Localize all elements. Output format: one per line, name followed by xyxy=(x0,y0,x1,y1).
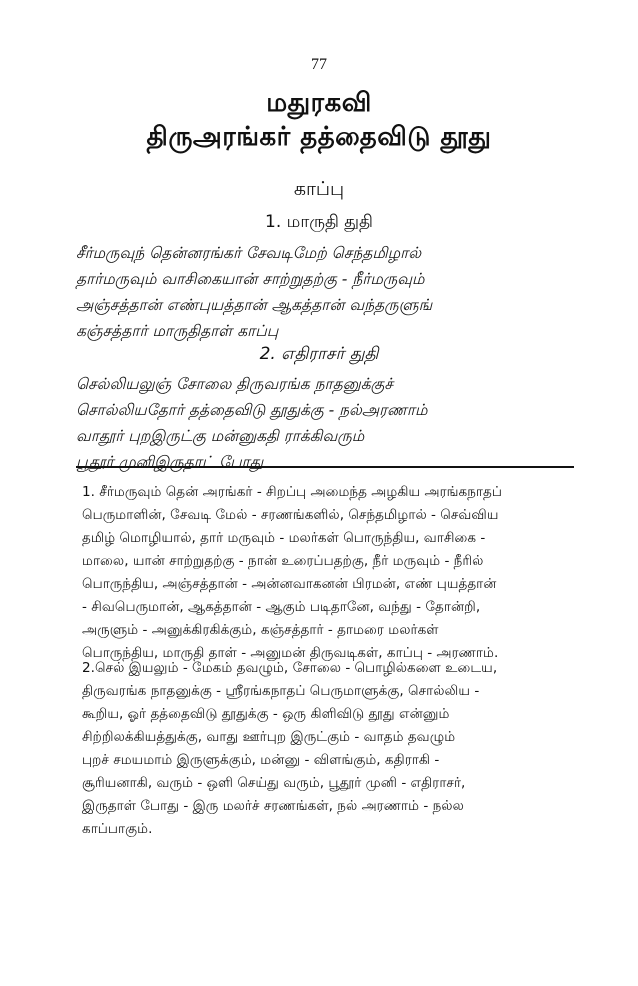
page-number: 77 xyxy=(311,56,327,73)
verse-line: வாதூர் புறஇருட்கு மன்னுகதி ராக்கிவரும் xyxy=(76,427,365,445)
verse-line: தார்மருவும் வாசிகையான் சாற்றுதற்கு - நீர்மருவும் xyxy=(76,270,425,288)
commentary-line: திருவரங்க நாதனுக்கு - ஸ்ரீரங்கநாதப் பெருமாளுக்கு, சொல்லிய - xyxy=(82,683,480,699)
commentary-line: - சிவபெருமான், ஆகத்தான் - ஆகும் படிதானே, வந்து - தோன்றி, xyxy=(82,599,481,615)
commentary-line: காப்பாகும். xyxy=(82,821,153,837)
commentary-line: மாலை, யான் சாற்றுதற்கு - நான் உரைப்பதற்கு, நீர் மருவும் - நீரில் xyxy=(82,553,484,569)
commentary-line: இருதாள் போது - இரு மலர்ச் சரணங்கள், நல் அரணாம் - நல்ல xyxy=(82,798,464,814)
section-heading: காப்பு xyxy=(293,178,345,200)
commentary-line: தமிழ் மொழியால், தார் மருவும் - மலர்கள் பொருந்திய, வாசிகை - xyxy=(82,530,486,546)
verse-line: சீர்மருவுந் தென்னரங்கர் சேவடிமேற் செந்தமிழால் xyxy=(76,244,422,262)
invocation-2-heading: 2. எதிராசர் துதி xyxy=(259,344,379,364)
invocation-2-verse xyxy=(76,371,576,475)
verse-line: அஞ்சத்தான் எண்புயத்தான் ஆகத்தான் வந்தருளுங் xyxy=(76,296,433,314)
verse-line: பூதூர் முனிஇருதாட் போது xyxy=(76,453,264,471)
poet-title: மதுரகவி xyxy=(266,88,372,118)
verse-line: செல்லியலுஞ் சோலை திருவரங்க நாதனுக்குச் xyxy=(76,375,393,393)
verse-line: கஞ்சத்தார் மாருதிதாள் காப்பு xyxy=(76,322,279,340)
commentary-line: சூரியனாகி, வரும் - ஒளி செய்து வரும், பூதூர் முனி - எதிராசர், xyxy=(82,775,466,791)
invocation-1-heading: 1. மாருதி துதி xyxy=(265,212,373,232)
commentary-line: அருளும் - அனுக்கிரகிக்கும், கஞ்சத்தார் - தாமரை மலர்கள் xyxy=(82,622,439,638)
section-divider xyxy=(76,466,574,468)
commentary-line: சிற்றிலக்கியத்துக்கு, வாது ஊர்புற இருட்கும் - வாதம் தவழும் xyxy=(82,729,456,745)
invocation-1-verse xyxy=(76,240,576,344)
work-title: திருஅரங்கர் தத்தைவிடு தூது xyxy=(146,122,492,152)
commentary-2 xyxy=(82,657,578,841)
commentary-line: 1. சீர்மருவும் தென் அரங்கர் - சிறப்பு அமைந்த அழகிய அரங்கநாதப் xyxy=(82,484,502,500)
commentary-line: கூறிய, ஓர் தத்தைவிடு தூதுக்கு - ஒரு கிளிவிடு தூது என்னும் xyxy=(82,706,450,722)
commentary-line: பெருமாளின், சேவடி மேல் - சரணங்களில், செந்தமிழால் - செவ்விய xyxy=(82,507,499,523)
commentary-1 xyxy=(82,481,578,665)
commentary-line: புறச் சமயமாம் இருளுக்கும், மன்னு - விளங்கும், கதிராகி - xyxy=(82,752,440,768)
commentary-line: பொருந்திய, அஞ்சத்தான் - அன்னவாகனன் பிரமன், எண் புயத்தான் xyxy=(82,576,497,592)
commentary-line: பொருந்திய, மாருதி தாள் - அனுமன் திருவடிகள், காப்பு - அரணாம். xyxy=(82,645,499,661)
commentary-line: 2.செல் இயலும் - மேகம் தவழும், சோலை - பொழில்களை உடைய, xyxy=(82,660,498,676)
verse-line: சொல்லியதோர் தத்தைவிடு தூதுக்கு - நல்அரணாம் xyxy=(76,401,428,419)
